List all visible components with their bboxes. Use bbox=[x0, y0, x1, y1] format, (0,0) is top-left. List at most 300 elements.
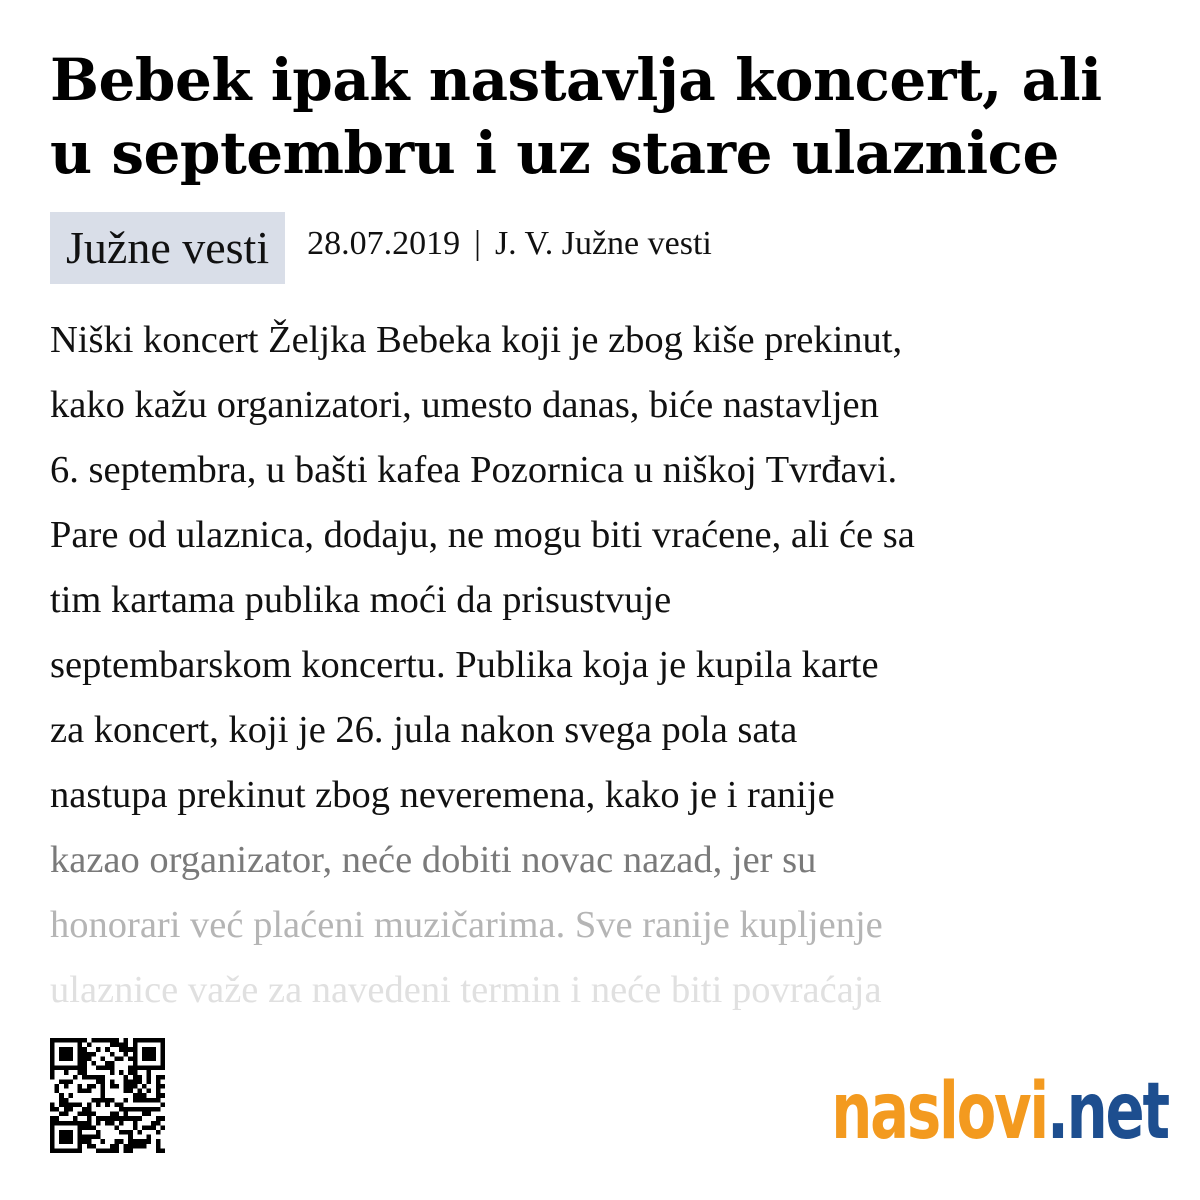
article-meta bbox=[50, 212, 712, 284]
qr-code-icon bbox=[50, 1038, 165, 1153]
qr-module bbox=[124, 1043, 129, 1048]
qr-module bbox=[64, 1084, 69, 1089]
qr-module bbox=[147, 1135, 152, 1140]
qr-module bbox=[142, 1144, 147, 1149]
qr-module bbox=[160, 1102, 165, 1107]
qr-module bbox=[128, 1056, 133, 1061]
qr-module bbox=[151, 1056, 156, 1061]
qr-module bbox=[55, 1148, 60, 1153]
qr-module bbox=[64, 1112, 69, 1117]
qr-module bbox=[101, 1056, 106, 1061]
qr-module bbox=[87, 1089, 92, 1094]
qr-module bbox=[101, 1079, 106, 1084]
qr-module bbox=[133, 1125, 138, 1130]
qr-module bbox=[87, 1052, 92, 1057]
qr-module bbox=[87, 1102, 92, 1107]
qr-module bbox=[82, 1135, 87, 1140]
qr-module bbox=[91, 1135, 96, 1140]
qr-module bbox=[82, 1061, 87, 1066]
qr-module bbox=[160, 1116, 165, 1121]
qr-module bbox=[137, 1038, 142, 1043]
qr-module bbox=[114, 1084, 119, 1089]
qr-module bbox=[50, 1052, 55, 1057]
qr-module bbox=[114, 1148, 119, 1153]
site-logo[interactable] bbox=[831, 1062, 1168, 1162]
qr-module bbox=[110, 1061, 115, 1066]
qr-module bbox=[156, 1148, 161, 1153]
qr-module bbox=[78, 1135, 83, 1140]
qr-module bbox=[151, 1121, 156, 1126]
qr-module bbox=[147, 1047, 152, 1052]
qr-module bbox=[124, 1130, 129, 1135]
qr-module bbox=[160, 1056, 165, 1061]
qr-module bbox=[156, 1089, 161, 1094]
qr-module bbox=[147, 1038, 152, 1043]
qr-module bbox=[50, 1107, 55, 1112]
qr-module bbox=[87, 1075, 92, 1080]
qr-module bbox=[101, 1116, 106, 1121]
qr-module bbox=[114, 1139, 119, 1144]
qr-module bbox=[110, 1052, 115, 1057]
qr-module bbox=[59, 1139, 64, 1144]
qr-module bbox=[78, 1070, 83, 1075]
qr-module bbox=[110, 1121, 115, 1126]
qr-module bbox=[110, 1043, 115, 1048]
qr-module bbox=[64, 1070, 69, 1075]
qr-module bbox=[64, 1121, 69, 1126]
qr-module bbox=[147, 1075, 152, 1080]
body-line: Niški koncert Željka Bebeka koji je zbog kiše prekinut, bbox=[50, 319, 903, 361]
qr-module bbox=[114, 1043, 119, 1048]
qr-module bbox=[156, 1144, 161, 1149]
qr-module bbox=[68, 1139, 73, 1144]
qr-module bbox=[110, 1148, 115, 1153]
qr-module bbox=[151, 1047, 156, 1052]
qr-module bbox=[151, 1107, 156, 1112]
qr-module bbox=[78, 1089, 83, 1094]
qr-module bbox=[133, 1084, 138, 1089]
qr-module bbox=[147, 1107, 152, 1112]
qr-module bbox=[59, 1112, 64, 1117]
byline-separator: | bbox=[474, 225, 481, 262]
body-line: honorari već plaćeni muzičarima. Sve ranije kupljenje bbox=[50, 904, 883, 946]
qr-module bbox=[64, 1102, 69, 1107]
qr-module bbox=[68, 1121, 73, 1126]
qr-module bbox=[142, 1066, 147, 1071]
qr-module bbox=[87, 1056, 92, 1061]
qr-module bbox=[133, 1107, 138, 1112]
qr-module bbox=[160, 1043, 165, 1048]
article-byline bbox=[307, 222, 712, 266]
qr-module bbox=[78, 1038, 83, 1043]
qr-module bbox=[96, 1130, 101, 1135]
qr-module bbox=[91, 1112, 96, 1117]
qr-module bbox=[50, 1038, 55, 1043]
qr-module bbox=[59, 1066, 64, 1071]
qr-module bbox=[119, 1070, 124, 1075]
qr-module bbox=[96, 1116, 101, 1121]
qr-module bbox=[119, 1107, 124, 1112]
qr-module bbox=[68, 1047, 73, 1052]
qr-module bbox=[156, 1121, 161, 1126]
qr-module bbox=[160, 1061, 165, 1066]
qr-module bbox=[68, 1052, 73, 1057]
qr-module bbox=[142, 1098, 147, 1103]
qr-module bbox=[128, 1148, 133, 1153]
qr-module bbox=[105, 1066, 110, 1071]
qr-module bbox=[59, 1102, 64, 1107]
qr-module bbox=[50, 1102, 55, 1107]
qr-module bbox=[119, 1056, 124, 1061]
qr-module bbox=[142, 1038, 147, 1043]
qr-module bbox=[96, 1098, 101, 1103]
qr-module bbox=[55, 1089, 60, 1094]
qr-module bbox=[133, 1144, 138, 1149]
qr-module bbox=[142, 1093, 147, 1098]
qr-module bbox=[133, 1061, 138, 1066]
qr-module bbox=[78, 1061, 83, 1066]
qr-module bbox=[91, 1052, 96, 1057]
qr-module bbox=[55, 1066, 60, 1071]
qr-module bbox=[133, 1116, 138, 1121]
qr-module bbox=[128, 1084, 133, 1089]
qr-module bbox=[128, 1144, 133, 1149]
qr-module bbox=[96, 1121, 101, 1126]
qr-module bbox=[156, 1098, 161, 1103]
qr-module bbox=[142, 1107, 147, 1112]
qr-module bbox=[64, 1038, 69, 1043]
qr-module bbox=[133, 1121, 138, 1126]
qr-module bbox=[124, 1089, 129, 1094]
qr-module bbox=[124, 1112, 129, 1117]
qr-module bbox=[160, 1093, 165, 1098]
qr-module bbox=[110, 1084, 115, 1089]
qr-module bbox=[78, 1125, 83, 1130]
qr-module bbox=[78, 1066, 83, 1071]
qr-module bbox=[87, 1116, 92, 1121]
qr-module bbox=[55, 1121, 60, 1126]
qr-module bbox=[133, 1093, 138, 1098]
qr-module bbox=[137, 1144, 142, 1149]
qr-module bbox=[124, 1084, 129, 1089]
qr-module bbox=[59, 1098, 64, 1103]
qr-module bbox=[124, 1098, 129, 1103]
qr-module bbox=[156, 1079, 161, 1084]
body-line: nastupa prekinut zbog neveremena, kako je i ranije bbox=[50, 774, 835, 816]
qr-module bbox=[133, 1098, 138, 1103]
qr-module bbox=[124, 1144, 129, 1149]
qr-module bbox=[50, 1061, 55, 1066]
qr-module bbox=[137, 1089, 142, 1094]
qr-module bbox=[142, 1112, 147, 1117]
qr-module bbox=[91, 1061, 96, 1066]
qr-module bbox=[59, 1079, 64, 1084]
qr-module bbox=[133, 1066, 138, 1071]
qr-module bbox=[114, 1056, 119, 1061]
qr-module bbox=[68, 1102, 73, 1107]
qr-module bbox=[68, 1093, 73, 1098]
qr-module bbox=[96, 1135, 101, 1140]
qr-module bbox=[105, 1102, 110, 1107]
qr-module bbox=[156, 1084, 161, 1089]
qr-module bbox=[160, 1148, 165, 1153]
qr-module bbox=[91, 1125, 96, 1130]
qr-module bbox=[151, 1125, 156, 1130]
qr-module bbox=[114, 1144, 119, 1149]
qr-module bbox=[128, 1139, 133, 1144]
qr-module bbox=[105, 1047, 110, 1052]
qr-module bbox=[96, 1047, 101, 1052]
qr-module bbox=[133, 1056, 138, 1061]
qr-module bbox=[64, 1047, 69, 1052]
qr-module bbox=[105, 1121, 110, 1126]
qr-module bbox=[101, 1075, 106, 1080]
qr-module bbox=[87, 1043, 92, 1048]
qr-module bbox=[50, 1056, 55, 1061]
qr-module bbox=[96, 1102, 101, 1107]
qr-module bbox=[101, 1093, 106, 1098]
qr-module bbox=[50, 1043, 55, 1048]
qr-module bbox=[78, 1130, 83, 1135]
qr-module bbox=[156, 1116, 161, 1121]
qr-module bbox=[96, 1079, 101, 1084]
qr-module bbox=[147, 1052, 152, 1057]
body-line: ulaznice važe za navedeni termin i neće biti povraćaja bbox=[50, 969, 882, 1011]
qr-module bbox=[82, 1139, 87, 1144]
logo-part-naslovi: naslovi bbox=[831, 1067, 1048, 1157]
qr-module bbox=[68, 1135, 73, 1140]
qr-module bbox=[73, 1075, 78, 1080]
qr-module bbox=[105, 1116, 110, 1121]
qr-module bbox=[82, 1125, 87, 1130]
article-body bbox=[50, 308, 1160, 1023]
qr-module bbox=[137, 1066, 142, 1071]
qr-module bbox=[82, 1075, 87, 1080]
qr-module bbox=[160, 1084, 165, 1089]
qr-module bbox=[59, 1056, 64, 1061]
qr-module bbox=[110, 1070, 115, 1075]
qr-module bbox=[96, 1066, 101, 1071]
qr-module bbox=[64, 1107, 69, 1112]
qr-module bbox=[160, 1075, 165, 1080]
qr-module bbox=[156, 1130, 161, 1135]
qr-module bbox=[147, 1070, 152, 1075]
qr-module bbox=[105, 1061, 110, 1066]
qr-module bbox=[128, 1116, 133, 1121]
qr-module bbox=[119, 1116, 124, 1121]
qr-module bbox=[128, 1047, 133, 1052]
qr-module bbox=[50, 1130, 55, 1135]
qr-module bbox=[137, 1116, 142, 1121]
qr-module bbox=[105, 1038, 110, 1043]
qr-module bbox=[50, 1125, 55, 1130]
qr-module bbox=[128, 1107, 133, 1112]
qr-module bbox=[147, 1066, 152, 1071]
qr-module bbox=[160, 1066, 165, 1071]
qr-module bbox=[110, 1144, 115, 1149]
qr-module bbox=[82, 1112, 87, 1117]
qr-module bbox=[160, 1052, 165, 1057]
qr-module bbox=[105, 1148, 110, 1153]
qr-module bbox=[87, 1121, 92, 1126]
qr-module bbox=[68, 1148, 73, 1153]
qr-module bbox=[59, 1135, 64, 1140]
qr-module bbox=[137, 1075, 142, 1080]
qr-module bbox=[64, 1135, 69, 1140]
qr-module bbox=[87, 1084, 92, 1089]
qr-module bbox=[119, 1139, 124, 1144]
qr-module bbox=[68, 1130, 73, 1135]
qr-module bbox=[55, 1107, 60, 1112]
qr-module bbox=[82, 1107, 87, 1112]
qr-module bbox=[156, 1139, 161, 1144]
qr-module bbox=[142, 1139, 147, 1144]
qr-module bbox=[55, 1084, 60, 1089]
qr-module bbox=[73, 1121, 78, 1126]
qr-module bbox=[78, 1056, 83, 1061]
qr-module bbox=[50, 1121, 55, 1126]
qr-module bbox=[50, 1116, 55, 1121]
qr-module bbox=[50, 1047, 55, 1052]
qr-module bbox=[91, 1098, 96, 1103]
qr-module bbox=[114, 1112, 119, 1117]
qr-module bbox=[87, 1107, 92, 1112]
qr-module bbox=[156, 1038, 161, 1043]
qr-module bbox=[101, 1038, 106, 1043]
qr-module bbox=[87, 1139, 92, 1144]
qr-module bbox=[87, 1144, 92, 1149]
qr-module bbox=[137, 1107, 142, 1112]
qr-module bbox=[68, 1038, 73, 1043]
qr-module bbox=[142, 1047, 147, 1052]
qr-module bbox=[55, 1116, 60, 1121]
qr-module bbox=[64, 1139, 69, 1144]
qr-module bbox=[64, 1066, 69, 1071]
qr-module bbox=[147, 1056, 152, 1061]
qr-module bbox=[110, 1116, 115, 1121]
qr-module bbox=[59, 1148, 64, 1153]
qr-module bbox=[78, 1148, 83, 1153]
qr-module bbox=[87, 1125, 92, 1130]
qr-module bbox=[124, 1052, 129, 1057]
qr-module bbox=[124, 1107, 129, 1112]
qr-module bbox=[133, 1075, 138, 1080]
qr-module bbox=[50, 1148, 55, 1153]
qr-module bbox=[147, 1112, 152, 1117]
qr-module bbox=[59, 1052, 64, 1057]
qr-module bbox=[59, 1121, 64, 1126]
qr-module bbox=[124, 1116, 129, 1121]
qr-module bbox=[101, 1139, 106, 1144]
qr-module bbox=[110, 1038, 115, 1043]
qr-module bbox=[87, 1112, 92, 1117]
source-badge[interactable]: Južne vesti bbox=[50, 212, 285, 284]
qr-module bbox=[128, 1135, 133, 1140]
qr-module bbox=[78, 1112, 83, 1117]
logo-part-net: .net bbox=[1047, 1067, 1168, 1157]
qr-module bbox=[160, 1038, 165, 1043]
qr-module bbox=[147, 1139, 152, 1144]
qr-module bbox=[119, 1130, 124, 1135]
qr-module bbox=[114, 1102, 119, 1107]
qr-module bbox=[73, 1102, 78, 1107]
body-line: za koncert, koji je 26. jula nakon svega pola sata bbox=[50, 709, 798, 751]
qr-module bbox=[59, 1093, 64, 1098]
body-line: kazao organizator, neće dobiti novac nazad, jer su bbox=[50, 839, 817, 881]
qr-module bbox=[142, 1125, 147, 1130]
qr-module bbox=[96, 1148, 101, 1153]
qr-module bbox=[55, 1038, 60, 1043]
qr-module bbox=[64, 1052, 69, 1057]
qr-module bbox=[50, 1066, 55, 1071]
qr-module bbox=[133, 1079, 138, 1084]
qr-module bbox=[147, 1079, 152, 1084]
qr-module bbox=[78, 1043, 83, 1048]
qr-module bbox=[73, 1116, 78, 1121]
qr-module bbox=[128, 1130, 133, 1135]
article-author: J. V. Južne vesti bbox=[494, 225, 712, 262]
qr-module bbox=[82, 1089, 87, 1094]
qr-module bbox=[110, 1112, 115, 1117]
qr-module bbox=[137, 1093, 142, 1098]
qr-module bbox=[68, 1066, 73, 1071]
qr-module bbox=[119, 1043, 124, 1048]
qr-module bbox=[133, 1047, 138, 1052]
qr-module bbox=[91, 1075, 96, 1080]
qr-module bbox=[50, 1070, 55, 1075]
qr-module bbox=[160, 1125, 165, 1130]
qr-module bbox=[137, 1139, 142, 1144]
qr-module bbox=[59, 1038, 64, 1043]
qr-module bbox=[124, 1148, 129, 1153]
qr-module bbox=[50, 1075, 55, 1080]
qr-module bbox=[64, 1130, 69, 1135]
qr-module bbox=[110, 1079, 115, 1084]
qr-module bbox=[114, 1116, 119, 1121]
qr-module bbox=[64, 1148, 69, 1153]
qr-module bbox=[110, 1066, 115, 1071]
article-date: 28.07.2019 bbox=[307, 225, 461, 262]
qr-module bbox=[151, 1066, 156, 1071]
qr-module bbox=[151, 1098, 156, 1103]
qr-module bbox=[78, 1121, 83, 1126]
qr-module bbox=[119, 1047, 124, 1052]
qr-module bbox=[124, 1047, 129, 1052]
qr-module bbox=[105, 1098, 110, 1103]
qr-module bbox=[128, 1070, 133, 1075]
qr-module bbox=[114, 1038, 119, 1043]
qr-module bbox=[91, 1038, 96, 1043]
qr-module bbox=[142, 1056, 147, 1061]
qr-module bbox=[68, 1056, 73, 1061]
qr-module bbox=[133, 1070, 138, 1075]
qr-module bbox=[96, 1075, 101, 1080]
qr-module bbox=[124, 1079, 129, 1084]
qr-module bbox=[101, 1084, 106, 1089]
qr-module bbox=[160, 1047, 165, 1052]
qr-module bbox=[50, 1135, 55, 1140]
qr-module bbox=[101, 1098, 106, 1103]
qr-module bbox=[68, 1107, 73, 1112]
qr-module bbox=[59, 1047, 64, 1052]
qr-module bbox=[78, 1144, 83, 1149]
qr-module bbox=[64, 1079, 69, 1084]
qr-module bbox=[50, 1144, 55, 1149]
qr-module bbox=[133, 1038, 138, 1043]
body-line: septembarskom koncertu. Publika koja je kupila karte bbox=[50, 644, 879, 686]
qr-module bbox=[133, 1052, 138, 1057]
qr-module bbox=[137, 1098, 142, 1103]
